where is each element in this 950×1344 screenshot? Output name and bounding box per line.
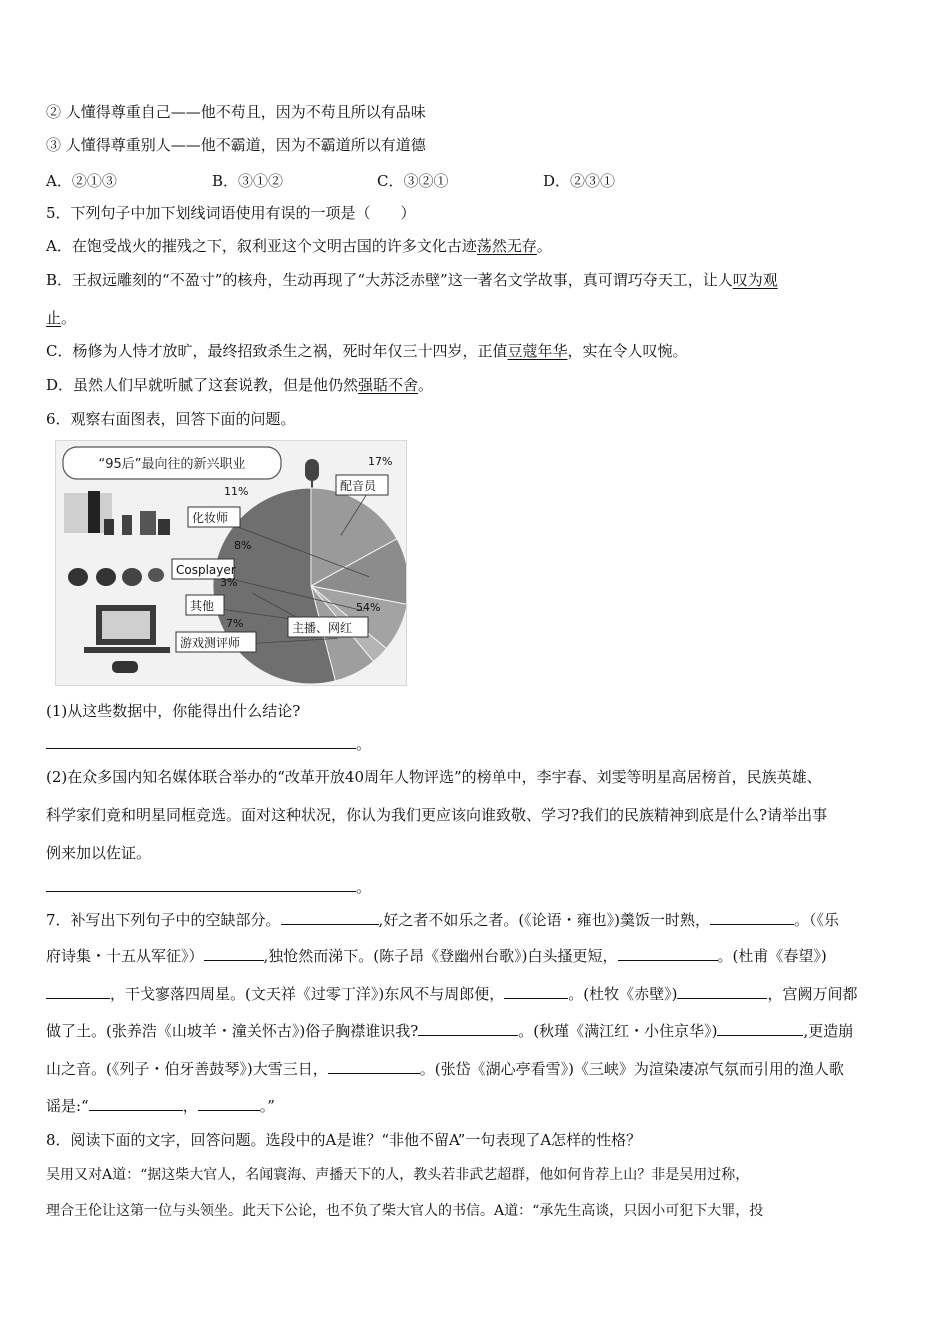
q7-line-6 (46, 1096, 910, 1116)
laptop-game-icon (84, 605, 170, 673)
q8-passage-line-2: 理合王伦让这第一位与头领坐。此天下公论，也不负了柴大官人的书信。A道：“承先生高谈，只因小可犯下大罪，投 (46, 1203, 764, 1219)
q7-line-4 (46, 1021, 910, 1041)
q7-blank[interactable] (204, 946, 264, 961)
q7-text: 山之音。(《列子・伯牙善鼓琴》)大雪三日， (46, 1060, 328, 1078)
q7-blank[interactable] (710, 910, 794, 925)
pie-category-label: 主播、网红 (292, 621, 353, 635)
q7-text: 府诗集・十五从军征》） (46, 947, 204, 965)
pie-value-label: 11% (224, 485, 249, 498)
q7-text: 。（《乐 (794, 911, 840, 929)
pie-category-label: 游戏测评师 (180, 636, 241, 650)
q6-sub2-line-2: 科学家们竟和明星同框竞选。面对这种状况，你认为我们更应该向谁致敬、学习?我们的民族精神到底是什么?请举出事 (46, 806, 828, 824)
q7-line-3 (46, 984, 910, 1004)
q4-options (46, 170, 686, 190)
pie-value-label: 17% (368, 455, 393, 468)
career-chart (55, 440, 407, 686)
q7-text: ， (182, 1097, 198, 1115)
q6-blank-1[interactable] (46, 734, 356, 749)
cosplay-masks-icon (68, 568, 164, 586)
q5-option-c (46, 341, 910, 361)
career-pie-chart (56, 441, 406, 685)
q7-text: ,好之者不如乐之者。(《论语・雍也》)羹饭一时熟， (378, 911, 711, 929)
pie-category-label: 配音员 (340, 479, 377, 493)
q5-option-d (46, 375, 910, 395)
q4-option-b[interactable]: B．③①② (212, 172, 284, 190)
q5-c-underlined: 豆蔻年华 (507, 342, 568, 360)
q5-b-text: B．王叔远雕刻的“不盈寸”的核舟，生动再现了“大苏泛赤壁”这一著名文学故事，真可谓巧夺天工，让人 (46, 271, 733, 289)
q5-option-b (46, 270, 910, 290)
pie-category-label: 其他 (190, 599, 215, 613)
chart-title: “95后”最向往的新兴职业 (98, 457, 246, 472)
q5-a-text: A．在饱受战火的摧残之下，叙利亚这个文明古国的许多文化古迹 (46, 237, 477, 255)
q6-sub2-line-1: (2)在众多国内知名媒体联合举办的“改革开放40周年人物评选”的榜单中，李宇春、刘雯等明星高居榜首，民族英雄、 (46, 768, 822, 786)
q7-line-1 (46, 910, 910, 930)
pie-value-label: 7% (226, 617, 244, 630)
q7-text: 。” (259, 1097, 275, 1115)
q7-text: 。(杜甫《春望》) (717, 947, 827, 965)
pie-slices (213, 488, 406, 684)
q5-c-end: ，实在令人叹惋。 (567, 342, 688, 360)
q7-text: 谣是:“ (46, 1097, 89, 1115)
q6-answer-2 (46, 877, 910, 897)
q5-b-end: 。 (61, 309, 77, 327)
q7-text: 。(张岱《湖心亭看雪》)《三峡》为渲染凄凉气氛而引用的渔人歌 (419, 1060, 844, 1078)
q5-d-end: 。 (418, 376, 434, 394)
q7-blank[interactable] (281, 910, 379, 925)
cosmetics-icon (64, 491, 170, 535)
q7-blank[interactable] (677, 984, 767, 999)
q5-d-underlined: 强聒不舍 (358, 376, 419, 394)
q7-blank[interactable] (418, 1021, 518, 1036)
q7-text: 。(杜牧《赤壁》) (568, 985, 678, 1003)
q7-text: ，宫阙万间都 (767, 985, 858, 1003)
q7-blank[interactable] (618, 946, 718, 961)
pie-value-label: 3% (220, 576, 238, 589)
q8-passage-line-1: 吴用又对A道：“据这柴大官人，名闻寰海、声播天下的人，教头若非武艺超群，他如何肯荐上山？非是吴用过称， (46, 1167, 750, 1183)
q5-a-underlined: 荡然无存 (476, 237, 537, 255)
q7-text: 。(秋瑾《满江红・小住京华》) (518, 1022, 718, 1040)
q6-answer-1 (46, 734, 910, 754)
q6-period-2: 。 (356, 878, 372, 896)
q7-line-5 (46, 1059, 910, 1079)
q4-option-d[interactable]: D．②③① (543, 172, 616, 190)
q6-stem: 6．观察右面图表，回答下面的问题。 (46, 410, 296, 428)
q7-text: ，干戈寥落四周星。(文天祥《过零丁洋》)东风不与周郎便， (110, 985, 505, 1003)
pie-value-label: 8% (234, 539, 252, 552)
q7-blank[interactable] (717, 1021, 803, 1036)
q5-b-underlined-2: 止 (46, 309, 62, 327)
q6-sub2-line-3: 例来加以佐证。 (46, 844, 152, 862)
q5-a-end: 。 (536, 237, 552, 255)
q6-sub1: (1)从这些数据中，你能得出什么结论? (46, 702, 301, 720)
q7-blank[interactable] (504, 984, 568, 999)
q7-blank[interactable] (89, 1096, 183, 1111)
q4-item-2: ② 人懂得尊重自己——他不苟且，因为不苟且所以有品味 (46, 103, 426, 121)
q7-line-2 (46, 946, 910, 966)
q6-period-1: 。 (356, 735, 372, 753)
pie-category-label: Cosplayer (176, 563, 236, 577)
q4-option-a[interactable]: A．②①③ (46, 172, 117, 190)
q7-text: ,独怆然而涕下。(陈子昂《登幽州台歌》)白头搔更短， (263, 947, 618, 965)
q5-option-b-cont (46, 308, 910, 328)
q5-d-text: D．虽然人们早就听腻了这套说教，但是他仍然 (46, 376, 359, 394)
q6-blank-2[interactable] (46, 877, 356, 892)
pie-value-label: 54% (356, 601, 381, 614)
q7-blank[interactable] (328, 1059, 420, 1074)
q7-blank[interactable] (46, 984, 110, 999)
q8-stem: 8．阅读下面的文字，回答问题。选段中的A是谁？“非他不留A”一句表现了A怎样的性格？ (46, 1131, 642, 1149)
q5-option-a (46, 236, 910, 256)
q7-blank[interactable] (198, 1096, 260, 1111)
q7-text: ,更造崩 (803, 1022, 854, 1040)
q7-text: 7．补写出下列句子中的空缺部分。 (46, 911, 281, 929)
q5-b-underlined-1: 叹为观 (732, 271, 778, 289)
q4-option-c[interactable]: C．③②① (377, 172, 449, 190)
pie-category-label: 化妆师 (192, 511, 229, 525)
q4-item-3: ③ 人懂得尊重别人——他不霸道，因为不霸道所以有道德 (46, 136, 426, 154)
q7-text: 做了土。(张养浩《山坡羊・潼关怀古》)俗子胸襟谁识我? (46, 1022, 419, 1040)
q5-stem: 5．下列句子中加下划线词语使用有误的一项是（ ） (46, 204, 416, 222)
q5-c-text: C．杨修为人恃才放旷，最终招致杀生之祸，死时年仅三十四岁，正值 (46, 342, 508, 360)
